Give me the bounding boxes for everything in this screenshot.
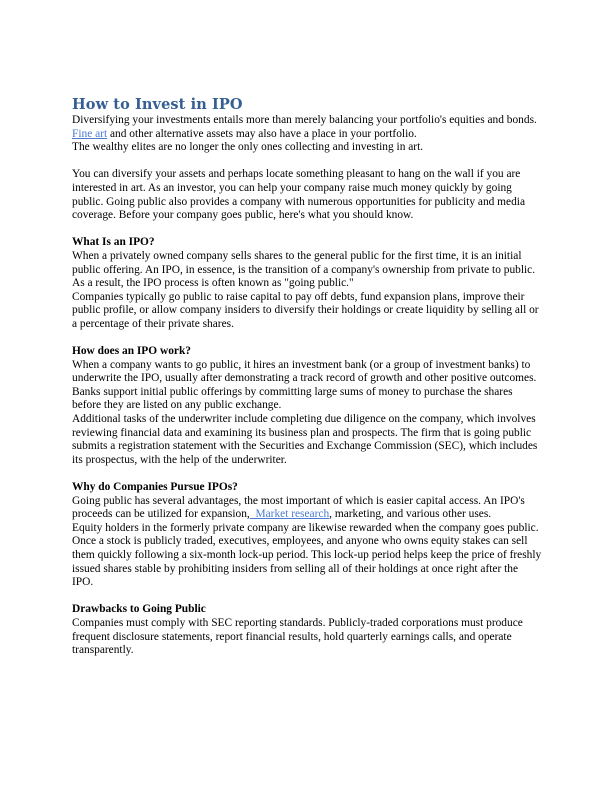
why-text-after-link: , marketing, and various other uses. — [329, 508, 492, 521]
intro-paragraph-2: The wealthy elites are no longer the only ones collecting and investing in art. — [72, 141, 424, 154]
why-text-before-link: Going public has several advantages, the most important of which is easier capital access. An IPO's proceeds can be utilized for expansion, — [72, 494, 525, 521]
spacer — [72, 590, 542, 604]
document-page — [72, 96, 542, 658]
section-heading-how-ipo-works: How does an IPO work? — [72, 345, 191, 358]
spacer — [72, 223, 542, 237]
spacer — [72, 467, 542, 481]
section-what-is-ipo-paragraph-2: Companies typically go public to raise capital to pay off debts, fund expansion plans, improve their public profile, or allow company insiders to diversify their holdings or create liquidity by selling all or a percentage of their private shares. — [72, 290, 539, 330]
section-heading-what-is-ipo: What Is an IPO? — [72, 236, 155, 249]
section-why-pursue-paragraph-2: Equity holders in the formerly private company are likewise rewarded when the company goes public. Once a stock is publicly traded, executives, employees, and anyone who owns equity stakes can sell them quickly following a six-month lock-up period. This lock-up period helps keep the price of freshly issued shares stable by prohibiting insiders from selling all of their holdings at once right after the IPO. — [72, 521, 542, 589]
section-heading-why-pursue-ipos: Why do Companies Pursue IPOs? — [72, 481, 238, 494]
document-title: How to Invest in IPO — [72, 96, 243, 113]
fine-art-link[interactable]: Fine art — [72, 127, 108, 140]
spacer — [72, 332, 542, 346]
section-what-is-ipo-paragraph-1: When a privately owned company sells shares to the general public for the first time, it is an initial public offering. An IPO, in essence, is the transition of a company's ownership from private to public. As a result, the IPO process is often known as "going public." — [72, 249, 536, 290]
section-why-pursue-paragraph-1 — [72, 495, 542, 522]
intro-text-before-link: Diversifying your investments entails more than merely balancing your portfolio's equities and bonds. — [72, 114, 537, 126]
intro-paragraph-1 — [72, 114, 542, 141]
section-heading-drawbacks: Drawbacks to Going Public — [72, 603, 206, 616]
market-research-link[interactable]: Market research — [249, 508, 330, 521]
section-how-ipo-works-paragraph-2: Additional tasks of the underwriter include completing due diligence on the company, which involves reviewing financial data and examining its business plan and prospects. The firm that is going public submits a registration statement with the Securities and Exchange Commission (SEC), which includes its prospectus, with the help of the underwriter. — [72, 413, 538, 466]
spacer — [72, 155, 542, 169]
intro-paragraph-3: You can diversify your assets and perhaps locate something pleasant to hang on the wall if you are interested in art. As an investor, you can help your company raise much money quickly by going public. Going public also provides a company with numerous opportunities for publicity and media coverage. Before your company goes public, here's what you should know. — [72, 168, 526, 222]
intro-text-after-link: and other alternative assets may also have a place in your portfolio. — [107, 127, 417, 140]
section-drawbacks-paragraph-1: Companies must comply with SEC reporting standards. Publicly-traded corporations must produce frequent disclosure statements, report financial results, hold quarterly earnings calls, and operate transparently. — [72, 616, 523, 657]
section-how-ipo-works-paragraph-1: When a company wants to go public, it hires an investment bank (or a group of investment banks) to underwrite the IPO, usually after demonstrating a track record of growth and other positive outcomes. Banks support initial public offerings by committing large sums of money to purchase the shares before they are listed on any public exchange. — [72, 358, 537, 412]
